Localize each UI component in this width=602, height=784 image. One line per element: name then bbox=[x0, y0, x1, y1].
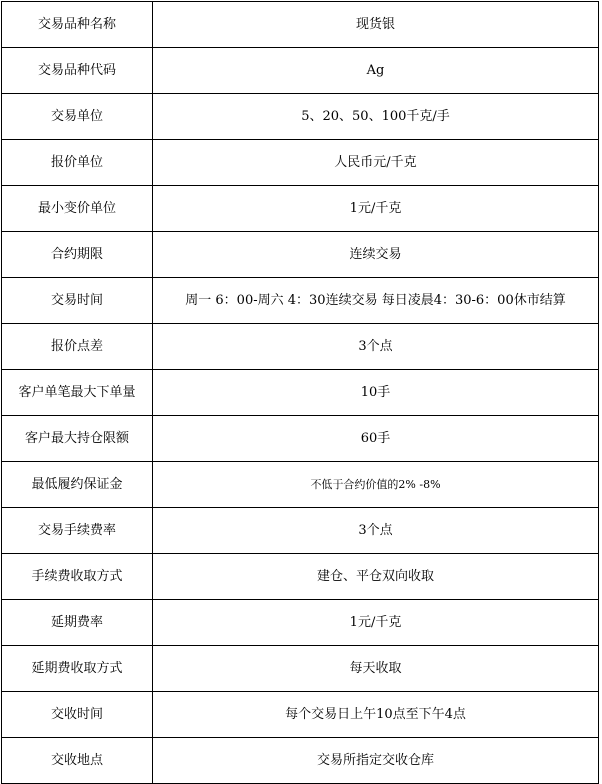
row-label: 交易品种代码 bbox=[2, 48, 153, 94]
row-label: 延期费率 bbox=[2, 600, 153, 646]
row-label: 合约期限 bbox=[2, 232, 153, 278]
row-label: 手续费收取方式 bbox=[2, 554, 153, 600]
row-value: 不低于合约价值的2% -8% bbox=[153, 462, 599, 508]
row-label: 交易时间 bbox=[2, 278, 153, 324]
row-value: 周一 6：00-周六 4：30连续交易 每日凌晨4：30-6：00休市结算 bbox=[153, 278, 599, 324]
row-value: 每天收取 bbox=[153, 646, 599, 692]
contract-spec-table bbox=[1, 1, 599, 784]
table-row bbox=[2, 94, 599, 140]
table-row bbox=[2, 324, 599, 370]
row-label: 交收地点 bbox=[2, 738, 153, 784]
row-label: 最低履约保证金 bbox=[2, 462, 153, 508]
table-row bbox=[2, 646, 599, 692]
table-row bbox=[2, 600, 599, 646]
row-value: 3个点 bbox=[153, 508, 599, 554]
row-value: 1元/千克 bbox=[153, 186, 599, 232]
row-label: 最小变价单位 bbox=[2, 186, 153, 232]
table-row bbox=[2, 232, 599, 278]
row-label: 报价点差 bbox=[2, 324, 153, 370]
table-row bbox=[2, 508, 599, 554]
table-row bbox=[2, 48, 599, 94]
table-row bbox=[2, 278, 599, 324]
table-row bbox=[2, 554, 599, 600]
row-value: 10手 bbox=[153, 370, 599, 416]
table-body bbox=[2, 2, 599, 784]
table-row bbox=[2, 416, 599, 462]
row-value: 交易所指定交收仓库 bbox=[153, 738, 599, 784]
row-label: 交易单位 bbox=[2, 94, 153, 140]
row-value: 60手 bbox=[153, 416, 599, 462]
row-label: 延期费收取方式 bbox=[2, 646, 153, 692]
row-label: 客户最大持仓限额 bbox=[2, 416, 153, 462]
row-value: 每个交易日上午10点至下午4点 bbox=[153, 692, 599, 738]
table-row bbox=[2, 462, 599, 508]
row-label: 交收时间 bbox=[2, 692, 153, 738]
row-label: 客户单笔最大下单量 bbox=[2, 370, 153, 416]
row-value: 1元/千克 bbox=[153, 600, 599, 646]
table-row bbox=[2, 738, 599, 784]
row-value: 5、20、50、100千克/手 bbox=[153, 94, 599, 140]
table-row bbox=[2, 692, 599, 738]
table-row bbox=[2, 140, 599, 186]
table-row bbox=[2, 186, 599, 232]
row-label: 交易手续费率 bbox=[2, 508, 153, 554]
row-label: 报价单位 bbox=[2, 140, 153, 186]
row-value: 现货银 bbox=[153, 2, 599, 48]
row-value: 人民币元/千克 bbox=[153, 140, 599, 186]
row-value: Ag bbox=[153, 48, 599, 94]
row-value: 建仓、平仓双向收取 bbox=[153, 554, 599, 600]
table-row bbox=[2, 2, 599, 48]
row-label: 交易品种名称 bbox=[2, 2, 153, 48]
table-row bbox=[2, 370, 599, 416]
row-value: 3个点 bbox=[153, 324, 599, 370]
row-value: 连续交易 bbox=[153, 232, 599, 278]
